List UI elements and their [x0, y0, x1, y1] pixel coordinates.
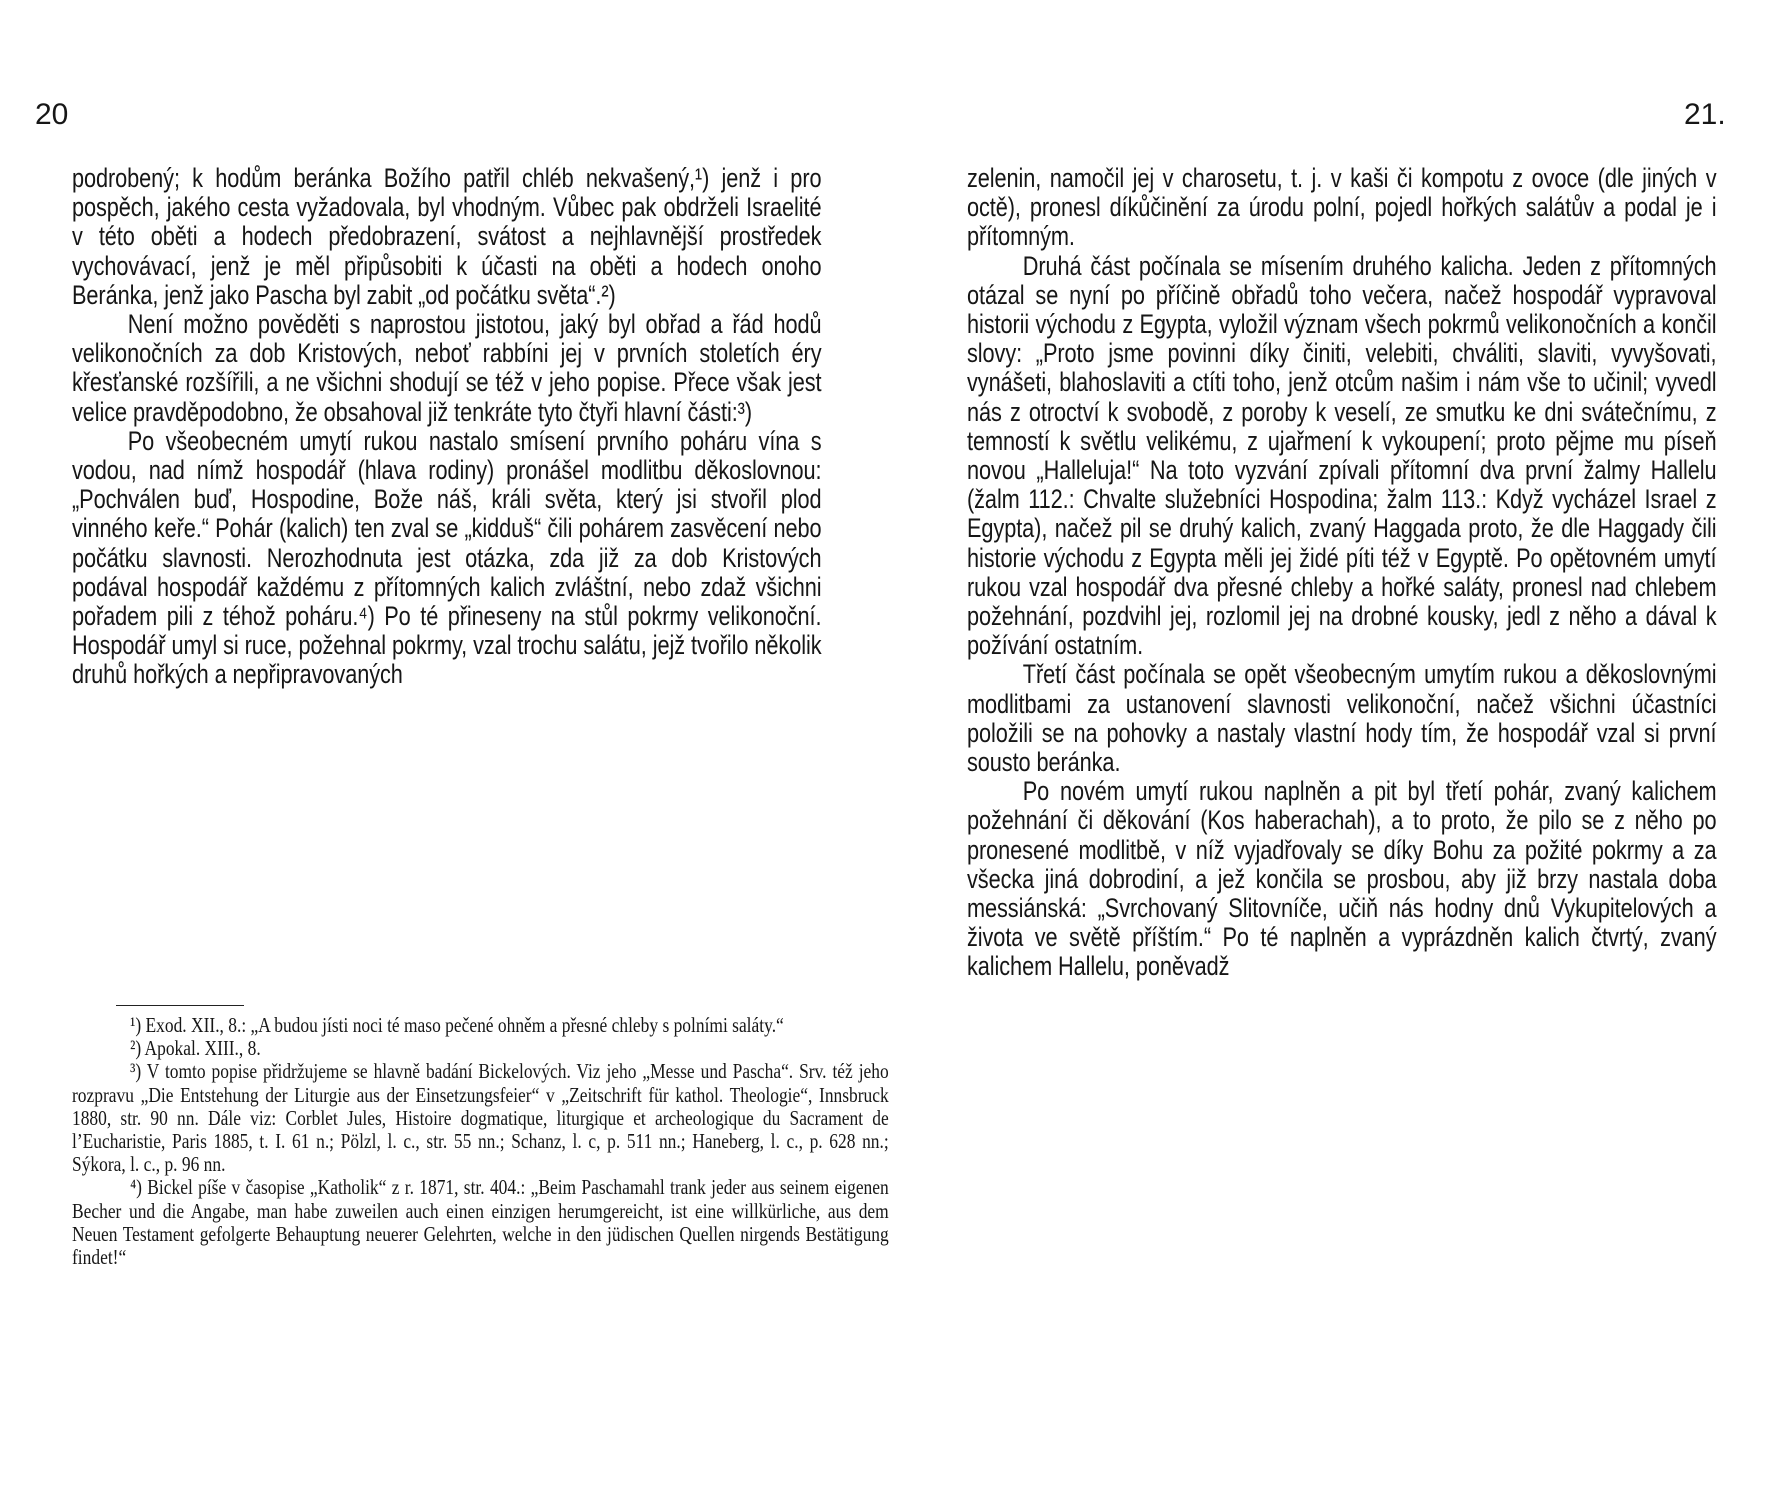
footnotes: [72, 1014, 889, 1269]
right-paragraph-1: zelenin, namočil jej v charosetu, t. j. v kaši či kompotu z ovoce (dle jiných v octě), pronesl díkůčinění za úrodu polní, pojedl hořkých salátův a podal je i přítomným.: [967, 163, 1717, 252]
left-paragraph-1: podrobený; k hodům beránka Božího patřil chléb nekvašený,¹) jenž i pro pospěch, jakého cesta vyžadovala, byl vhodným. Vůbec pak obdrželi Israelité v této oběti a hodech předobrazení, svátost a nejhlavnější prostředek vychovávací, jenž je měl připůsobiti k účasti na oběti a hodech onoho Beránka, jenž jako Pascha byl zabit „od počátku světa“.²): [72, 163, 822, 310]
right-paragraph-2: Druhá část počínala se mísením druhého kalicha. Jeden z přítomných otázal se nyní po příčině obřadů toho večera, načež hospodář vypravoval historii východu z Egypta, vyložil význam všech pokrmů velikonočních a končil slovy: „Proto jsme povinni díky činiti, velebiti, chváliti, slaviti, vyvyšovati, vynášeti, blahoslaviti a ctíti toho, jenž otcům našim i nám vše to učinil; vyvedl nás z otroctví k svobodě, z poroby k veselí, ze smutku ke dni svátečnímu, z temností k světlu velikému, z ujařmení k vykoupení; proto pějme mu píseň novou „Halleluja!“ Na toto vyzvání zpívali přítomní dva první žalmy Hallelu (žalm 112.: Chvalte služebníci Hospodina; žalm 113.: Když vycházel Israel z Egypta), načež pil se druhý kalich, zvaný Haggada proto, že dle Haggady čili historie východu z Egypta měli jej židé píti též v Egyptě. Po opětovném umytí rukou vzal hospodář dva přesné chleby a hořké saláty, pronesl nad chlebem požehnání, pozdvihl jej, rozlomil jej na drobné kousky, jedl z něho a dával k požívání ostatním.: [967, 250, 1717, 661]
footnote-1: ¹) Exod. XII., 8.: „A budou jísti noci té maso pečené ohněm a přesné chleby s polními saláty.“: [130, 1013, 784, 1037]
right-page: [887, 0, 1774, 1501]
footnote-4: ⁴) Bickel píše v časopise „Katholik“ z r. 1871, str. 404.: „Beim Paschamahl trank jeder aus seinem eigenen Becher und die Angabe, man habe zuweilen auch einen einzigen herumgereicht, ist eine willkürliche, aus dem Neuen Testament gefolgerte Behauptung neuerer Gelehrten, welche in den jüdischen Quellen nirgends Bestätigung findet!“: [72, 1175, 889, 1270]
right-paragraph-4: Po novém umytí rukou naplněn a pit byl třetí pohár, zvaný kalichem požehnání či děkování (Kos haberachah), a to proto, že pilo se z něho po pronesené modlitbě, v níž vyjadřovaly se díky Bohu za požité pokrmy a za všecka jiná dobrodiní, a jež končila se prosbou, aby již brzy nastala doba messiánská: „Svrchovaný Slitovníče, učiň nás hodny dnů Vykupitelových a života ve světě příštím.“ Po té naplněn a vyprázdněn kalich čtvrtý, zvaný kalichem Hallelu, poněvadž: [967, 776, 1717, 982]
footnote-rule: [116, 1005, 244, 1006]
right-paragraph-3: Třetí část počínala se opět všeobecným umytím rukou a děkoslovnými modlitbami za ustanovení slavnosti velikonoční, načež všichni účastníci položili se na pohovky a nastaly vlastní hody tím, že hospodář vzal si první sousto beránka.: [967, 659, 1717, 778]
right-body-text: [967, 164, 1716, 982]
page-number-left: 20: [35, 98, 69, 131]
left-body-text: [72, 164, 821, 690]
footnote-3: ³) V tomto popise přidržujeme se hlavně badání Bickelových. Viz jeho „Messe und Pascha“. Srv. též jeho rozpravu „Die Entstehung der Liturgie aus der Einsetzungsfeier“ v „Zeitschrift für kathol. Theologie“, Innsbruck 1880, str. 90 nn. Dále viz: Corblet Jules, Histoire dogmatique, liturgique et archeologique du Sacrament de l’Eucharistie, Paris 1885, t. I. 61 n.; Pölzl, l. c., str. 55 nn.; Schanz, l. c, p. 511 nn.; Haneberg, l. c., p. 628 nn.; Sýkora, l. c., p. 96 nn.: [72, 1059, 889, 1177]
left-paragraph-2: Není možno pověděti s naprostou jistotou, jaký byl obřad a řád hodů velikonočních za dob Kristových, neboť rabbíni jej v prvních stoletích éry křesťanské rozšířili, a ne všichni shodují se též v jeho popise. Přece však jest velice pravděpodobno, že obsahoval již tenkráte tyto čtyři hlavní části:³): [72, 309, 822, 427]
footnote-2: ²) Apokal. XIII., 8.: [130, 1036, 261, 1061]
left-paragraph-3: Po všeobecném umytí rukou nastalo smísení prvního poháru vína s vodou, nad nímž hospodář (hlava rodiny) pronášel modlitbu děkoslovnou: „Pochválen buď, Hospodine, Bože náš, králi světa, který jsi stvořil plod vinného keře.“ Pohár (kalich) ten zval se „kidduš“ čili pohárem zasvěcení nebo počátku slavnosti. Nerozhodnuta jest otázka, zda již za dob Kristových podával hospodář každému z přítomných kalich zvláštní, nebo zdaž všichni pořadem pili z téhož poháru.⁴) Po té přineseny na stůl pokrmy velikonoční. Hospodář umyl si ruce, požehnal pokrmy, vzal trochu salátu, jejž tvořilo několik druhů hořkých a nepřipravovaných: [72, 425, 822, 690]
page-number-right: 21.: [1684, 98, 1726, 131]
